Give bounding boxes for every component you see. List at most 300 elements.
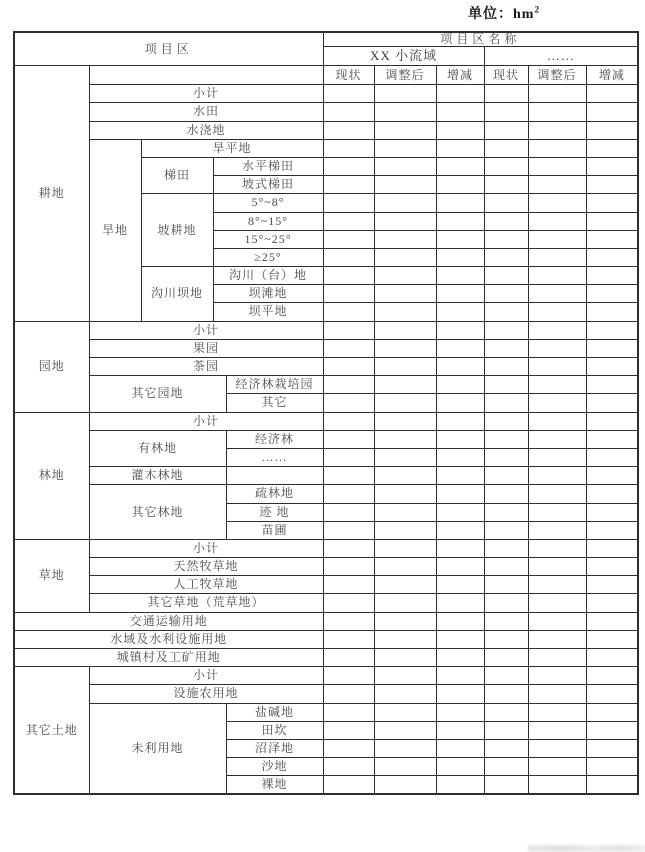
row-urban-mining-land: 城镇村及工矿用地 [14, 649, 323, 667]
data-cell [484, 139, 528, 157]
group-sloping-farmland: 坡耕地 [141, 194, 213, 267]
data-cell [374, 339, 436, 357]
data-cell [586, 394, 638, 412]
data-cell [586, 776, 638, 794]
data-cell [323, 339, 374, 357]
data-cell [436, 539, 484, 557]
data-cell [374, 248, 436, 266]
data-cell [586, 194, 638, 212]
data-cell [484, 503, 528, 521]
data-cell [586, 103, 638, 121]
data-cell [436, 176, 484, 194]
data-cell [323, 303, 374, 321]
data-cell [374, 103, 436, 121]
data-cell [586, 85, 638, 103]
data-cell [374, 667, 436, 685]
data-cell [484, 121, 528, 139]
data-cell [586, 467, 638, 485]
data-cell [374, 649, 436, 667]
group-terrace: 梯田 [141, 157, 213, 193]
data-cell [323, 703, 374, 721]
row-terrace-sloped: 坡式梯田 [213, 176, 323, 194]
data-cell [374, 212, 436, 230]
category-garden-land: 园地 [14, 321, 89, 412]
row-dam-beach-land: 坝滩地 [213, 285, 323, 303]
data-cell [586, 485, 638, 503]
data-cell [323, 721, 374, 739]
data-cell [586, 303, 638, 321]
data-cell [586, 667, 638, 685]
data-cell [323, 176, 374, 194]
unit-prefix: 单位： [468, 7, 513, 22]
header-project-area-name: 项目区名称 [323, 32, 638, 47]
data-cell [484, 612, 528, 630]
data-cell [528, 212, 586, 230]
data-cell [586, 521, 638, 539]
data-cell [586, 267, 638, 285]
data-cell [323, 103, 374, 121]
data-cell [528, 157, 586, 175]
data-cell [374, 430, 436, 448]
data-cell [374, 139, 436, 157]
header-current-2: 现状 [484, 66, 528, 85]
data-cell [436, 248, 484, 266]
scan-watermark-smudge [528, 845, 645, 852]
data-cell [528, 176, 586, 194]
header-adjusted-2: 调整后 [528, 66, 586, 85]
data-cell [586, 376, 638, 394]
header-change-1: 增减 [436, 66, 484, 85]
data-cell [528, 303, 586, 321]
data-cell [528, 649, 586, 667]
data-cell [436, 739, 484, 757]
data-cell [436, 503, 484, 521]
data-cell [323, 758, 374, 776]
data-cell [528, 667, 586, 685]
data-cell [323, 667, 374, 685]
data-cell [586, 649, 638, 667]
data-cell [586, 721, 638, 739]
data-cell [436, 376, 484, 394]
header-project-area: 项目区 [14, 32, 323, 66]
data-cell [528, 358, 586, 376]
data-cell [323, 649, 374, 667]
group-other-garden: 其它园地 [89, 376, 226, 412]
data-cell [374, 230, 436, 248]
data-cell [484, 594, 528, 612]
data-cell [323, 576, 374, 594]
data-cell [484, 776, 528, 794]
data-cell [484, 303, 528, 321]
data-cell [484, 157, 528, 175]
row-dam-flat-land: 坝平地 [213, 303, 323, 321]
data-cell [528, 758, 586, 776]
data-cell [484, 467, 528, 485]
data-cell [323, 358, 374, 376]
data-cell [528, 558, 586, 576]
data-cell [484, 667, 528, 685]
data-cell [528, 448, 586, 466]
data-cell [586, 139, 638, 157]
data-cell [436, 339, 484, 357]
data-cell [436, 776, 484, 794]
data-cell [484, 721, 528, 739]
row-garden-other: 其它 [226, 394, 323, 412]
unit-label [468, 3, 540, 23]
data-cell [586, 576, 638, 594]
data-cell [484, 267, 528, 285]
data-cell [374, 539, 436, 557]
data-cell [586, 703, 638, 721]
data-cell [586, 230, 638, 248]
data-cell [323, 594, 374, 612]
row-cultivated-subtotal: 小计 [89, 85, 323, 103]
row-shrub-land: 灌木林地 [89, 467, 226, 485]
data-cell [323, 467, 374, 485]
data-cell [528, 248, 586, 266]
header-change-2: 增减 [586, 66, 638, 85]
data-cell [528, 430, 586, 448]
row-sparse-forest: 疏林地 [226, 485, 323, 503]
data-cell [374, 157, 436, 175]
data-cell [436, 230, 484, 248]
data-cell [374, 485, 436, 503]
data-cell [484, 430, 528, 448]
row-forest-ellipsis: …… [226, 448, 323, 466]
data-cell [323, 376, 374, 394]
data-cell [374, 376, 436, 394]
data-cell [436, 103, 484, 121]
data-cell [374, 758, 436, 776]
data-cell [374, 739, 436, 757]
data-cell [528, 85, 586, 103]
data-cell [586, 758, 638, 776]
data-cell [374, 285, 436, 303]
data-cell [484, 339, 528, 357]
data-cell [323, 430, 374, 448]
data-cell [586, 594, 638, 612]
header-adjusted-1: 调整后 [374, 66, 436, 85]
data-cell [436, 721, 484, 739]
data-cell [528, 267, 586, 285]
row-marsh-land: 沼泽地 [226, 739, 323, 757]
row-saline-land: 盐碱地 [226, 703, 323, 721]
data-cell [528, 685, 586, 703]
data-cell [586, 739, 638, 757]
row-grass-subtotal: 小计 [89, 539, 323, 557]
data-cell [436, 594, 484, 612]
category-forest-land: 林地 [14, 412, 89, 539]
data-cell [528, 103, 586, 121]
data-cell [436, 358, 484, 376]
data-cell [528, 721, 586, 739]
data-cell [436, 430, 484, 448]
row-economic-cultivation-garden: 经济林栽培园 [226, 376, 323, 394]
data-cell [484, 103, 528, 121]
data-cell [323, 521, 374, 539]
data-cell [436, 576, 484, 594]
data-cell [484, 230, 528, 248]
data-cell [436, 121, 484, 139]
data-cell [323, 121, 374, 139]
data-cell [436, 321, 484, 339]
data-cell [436, 521, 484, 539]
category-other-land: 其它土地 [14, 667, 89, 794]
data-cell [484, 358, 528, 376]
row-dry-flat-land: 旱平地 [141, 139, 323, 157]
row-nursery: 苗圃 [226, 521, 323, 539]
data-cell [484, 394, 528, 412]
data-cell [586, 212, 638, 230]
data-cell [528, 139, 586, 157]
row-tea-garden: 茶园 [89, 358, 323, 376]
row-paddy-field: 水田 [89, 103, 323, 121]
data-cell [436, 467, 484, 485]
row-garden-subtotal: 小计 [89, 321, 323, 339]
data-cell [528, 739, 586, 757]
header-spacer-cell [89, 66, 323, 85]
row-slope-ge-25: ≥25° [213, 248, 323, 266]
data-cell [436, 303, 484, 321]
data-cell [586, 285, 638, 303]
row-natural-pasture: 天然牧草地 [89, 558, 323, 576]
data-cell [436, 448, 484, 466]
header-watershed-other: …… [484, 47, 638, 66]
data-cell [436, 612, 484, 630]
data-cell [374, 448, 436, 466]
data-cell [484, 248, 528, 266]
data-cell [436, 157, 484, 175]
data-cell [323, 230, 374, 248]
data-cell [323, 612, 374, 630]
data-cell [484, 649, 528, 667]
data-cell [374, 721, 436, 739]
category-grass-land: 草地 [14, 539, 89, 612]
data-cell [586, 157, 638, 175]
group-dry-land: 旱地 [89, 139, 141, 321]
data-cell [323, 85, 374, 103]
data-cell [528, 194, 586, 212]
data-cell [374, 612, 436, 630]
data-cell [323, 212, 374, 230]
row-terrace-level: 水平梯田 [213, 157, 323, 175]
data-cell [374, 594, 436, 612]
category-cultivated-land: 耕地 [14, 66, 89, 321]
empty-label-cell [226, 467, 323, 485]
data-cell [436, 85, 484, 103]
data-cell [528, 630, 586, 648]
data-cell [586, 121, 638, 139]
group-unused-land: 未利用地 [89, 703, 226, 794]
data-cell [323, 248, 374, 266]
data-cell [528, 776, 586, 794]
data-cell [586, 558, 638, 576]
data-cell [586, 685, 638, 703]
data-cell [528, 612, 586, 630]
data-cell [528, 394, 586, 412]
row-water-facility-land: 水域及水利设施用地 [14, 630, 323, 648]
data-cell [484, 321, 528, 339]
data-cell [374, 194, 436, 212]
data-cell [323, 503, 374, 521]
data-cell [436, 394, 484, 412]
data-cell [528, 339, 586, 357]
row-orchard: 果园 [89, 339, 323, 357]
data-cell [374, 776, 436, 794]
data-cell [528, 285, 586, 303]
data-cell [436, 212, 484, 230]
data-cell [323, 630, 374, 648]
data-cell [323, 267, 374, 285]
data-cell [323, 394, 374, 412]
data-cell [374, 267, 436, 285]
data-cell [436, 558, 484, 576]
data-cell [586, 321, 638, 339]
unit-value: hm [513, 7, 535, 22]
data-cell [374, 358, 436, 376]
data-cell [484, 539, 528, 557]
data-cell [528, 485, 586, 503]
data-cell [374, 703, 436, 721]
data-cell [374, 321, 436, 339]
data-cell [484, 739, 528, 757]
data-cell [586, 630, 638, 648]
data-cell [484, 448, 528, 466]
data-cell [323, 321, 374, 339]
data-cell [323, 448, 374, 466]
data-cell [436, 703, 484, 721]
data-cell [374, 303, 436, 321]
data-cell [528, 503, 586, 521]
header-current-1: 现状 [323, 66, 374, 85]
data-cell [484, 521, 528, 539]
data-cell [374, 412, 436, 430]
data-cell [586, 412, 638, 430]
data-cell [484, 285, 528, 303]
data-cell [586, 176, 638, 194]
data-cell [436, 630, 484, 648]
row-sandy-land: 沙地 [226, 758, 323, 776]
row-gully-terrace-land: 沟川（台）地 [213, 267, 323, 285]
data-cell [528, 321, 586, 339]
data-cell [586, 339, 638, 357]
data-cell [484, 758, 528, 776]
data-cell [323, 285, 374, 303]
row-slope-5-8: 5°~8° [213, 194, 323, 212]
data-cell [436, 285, 484, 303]
data-cell [436, 485, 484, 503]
data-cell [323, 685, 374, 703]
data-cell [323, 739, 374, 757]
data-cell [323, 157, 374, 175]
header-watershed-primary: XX 小流域 [323, 47, 484, 66]
row-other-land-subtotal: 小计 [89, 667, 323, 685]
data-cell [374, 121, 436, 139]
unit-exponent: 2 [534, 4, 540, 15]
data-cell [323, 776, 374, 794]
group-gully-dam-land: 沟川坝地 [141, 267, 213, 322]
data-cell [436, 685, 484, 703]
data-cell [528, 467, 586, 485]
data-cell [374, 503, 436, 521]
land-use-table [13, 31, 639, 795]
data-cell [436, 758, 484, 776]
row-slope-8-15: 8°~15° [213, 212, 323, 230]
row-forest-subtotal: 小计 [89, 412, 323, 430]
data-cell [528, 576, 586, 594]
data-cell [323, 139, 374, 157]
row-artificial-pasture: 人工牧草地 [89, 576, 323, 594]
row-slope-15-25: 15°~25° [213, 230, 323, 248]
data-cell [586, 612, 638, 630]
data-cell [586, 430, 638, 448]
data-cell [323, 558, 374, 576]
data-cell [484, 212, 528, 230]
data-cell [586, 358, 638, 376]
data-cell [374, 176, 436, 194]
data-cell [528, 594, 586, 612]
data-cell [484, 558, 528, 576]
row-field-ridge: 田坎 [226, 721, 323, 739]
data-cell [484, 376, 528, 394]
data-cell [436, 267, 484, 285]
data-cell [484, 176, 528, 194]
data-cell [436, 412, 484, 430]
data-cell [586, 503, 638, 521]
data-cell [374, 467, 436, 485]
data-cell [528, 121, 586, 139]
data-cell [323, 485, 374, 503]
data-cell [323, 194, 374, 212]
data-cell [586, 448, 638, 466]
data-cell [374, 630, 436, 648]
data-cell [528, 539, 586, 557]
row-economic-forest: 经济林 [226, 430, 323, 448]
data-cell [528, 376, 586, 394]
row-bare-land: 裸地 [226, 776, 323, 794]
data-cell [374, 85, 436, 103]
group-other-forest: 其它林地 [89, 485, 226, 540]
data-cell [484, 85, 528, 103]
data-cell [374, 558, 436, 576]
data-cell [586, 248, 638, 266]
data-cell [374, 685, 436, 703]
data-cell [484, 576, 528, 594]
data-cell [484, 630, 528, 648]
data-cell [374, 521, 436, 539]
data-cell [484, 412, 528, 430]
group-forested-land: 有林地 [89, 430, 226, 466]
data-cell [436, 194, 484, 212]
data-cell [323, 412, 374, 430]
data-cell [528, 412, 586, 430]
data-cell [436, 139, 484, 157]
row-facility-agricultural: 设施农用地 [89, 685, 323, 703]
row-transport-land: 交通运输用地 [14, 612, 323, 630]
data-cell [528, 230, 586, 248]
row-cutover-land: 迹 地 [226, 503, 323, 521]
data-cell [528, 521, 586, 539]
data-cell [436, 667, 484, 685]
data-cell [436, 649, 484, 667]
data-cell [484, 194, 528, 212]
data-cell [586, 539, 638, 557]
data-cell [484, 485, 528, 503]
row-other-grass: 其它草地（荒草地） [89, 594, 323, 612]
data-cell [374, 394, 436, 412]
data-cell [323, 539, 374, 557]
data-cell [374, 576, 436, 594]
